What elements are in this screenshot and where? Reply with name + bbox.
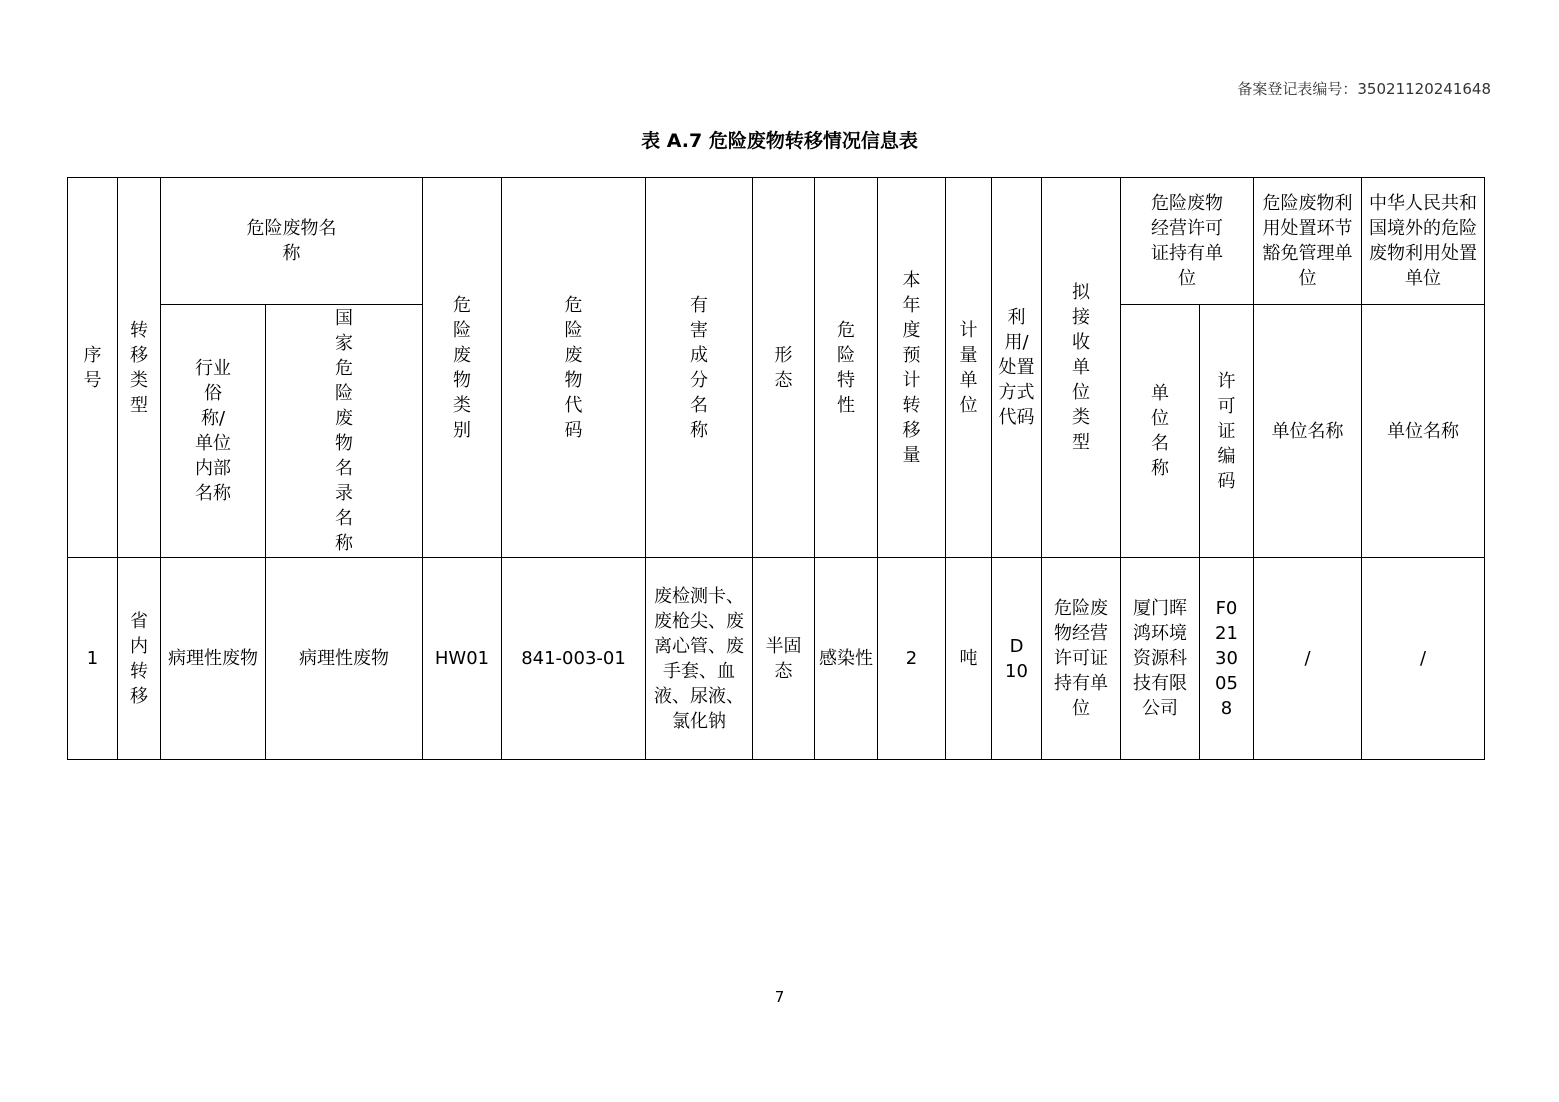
cell-foreign-unit-name: / bbox=[1362, 558, 1485, 760]
header-foreign-unit-name: 单位名称 bbox=[1362, 305, 1485, 558]
cell-exempt-unit-name: / bbox=[1254, 558, 1362, 760]
header-unit-name: 单位名称 bbox=[1121, 305, 1200, 558]
registration-number: 备案登记表编号：35021120241648 bbox=[1237, 80, 1491, 98]
cell-disposal-code: D10 bbox=[992, 558, 1042, 760]
table-title: 表 A.7 危险废物转移情况信息表 bbox=[641, 130, 918, 152]
cell-receiver-type: 危险废物经营许可证持有单位 bbox=[1042, 558, 1121, 760]
header-foreign-group: 中华人民共和国境外的危险废物利用处置单位 bbox=[1362, 178, 1485, 305]
header-disposal-code: 利用/处置方式代码 bbox=[992, 178, 1042, 558]
cell-code: 841-003-01 bbox=[502, 558, 646, 760]
waste-transfer-table bbox=[67, 177, 1485, 760]
header-licensed-unit-group: 危险废物经营许可证持有单位 bbox=[1121, 178, 1254, 305]
header-transfer-type: 转移类型 bbox=[118, 178, 161, 558]
header-hazard: 危险特性 bbox=[815, 178, 878, 558]
header-exempt-unit-name: 单位名称 bbox=[1254, 305, 1362, 558]
header-code: 危险废物代码 bbox=[502, 178, 646, 558]
cell-unit-name: 厦门晖鸿环境资源科技有限公司 bbox=[1121, 558, 1200, 760]
cell-form: 半固态 bbox=[753, 558, 815, 760]
cell-annual-amount: 2 bbox=[878, 558, 946, 760]
header-category: 危险废物类别 bbox=[423, 178, 502, 558]
header-form: 形态 bbox=[753, 178, 815, 558]
page-number: 7 bbox=[774, 988, 785, 1006]
header-industry-name: 行业俗称/单位内部名称 bbox=[161, 305, 266, 558]
cell-hazard: 感染性 bbox=[815, 558, 878, 760]
cell-transfer-type: 省内转移 bbox=[118, 558, 161, 760]
header-license-no: 许可证编码 bbox=[1200, 305, 1254, 558]
cell-harmful-components: 废检测卡、废枪尖、废离心管、废手套、血液、尿液、氯化钠 bbox=[646, 558, 753, 760]
header-receiver-type: 拟接收单位类型 bbox=[1042, 178, 1121, 558]
header-unit: 计量单位 bbox=[946, 178, 992, 558]
table-row bbox=[68, 558, 1485, 760]
cell-industry-name: 病理性废物 bbox=[161, 558, 266, 760]
header-waste-name-group: 危险废物名称 bbox=[161, 178, 423, 305]
cell-national-name: 病理性废物 bbox=[266, 558, 423, 760]
header-national-name: 国家危险废物名录名称 bbox=[266, 305, 423, 558]
cell-unit: 吨 bbox=[946, 558, 992, 760]
cell-seq: 1 bbox=[68, 558, 118, 760]
header-harmful-components: 有害成分名称 bbox=[646, 178, 753, 558]
header-exempt-group: 危险废物利用处置环节豁免管理单位 bbox=[1254, 178, 1362, 305]
header-seq: 序号 bbox=[68, 178, 118, 558]
cell-license-no: F02130058 bbox=[1200, 558, 1254, 760]
cell-category: HW01 bbox=[423, 558, 502, 760]
header-annual-amount: 本年度预计转移量 bbox=[878, 178, 946, 558]
header-row-1 bbox=[68, 178, 1485, 305]
